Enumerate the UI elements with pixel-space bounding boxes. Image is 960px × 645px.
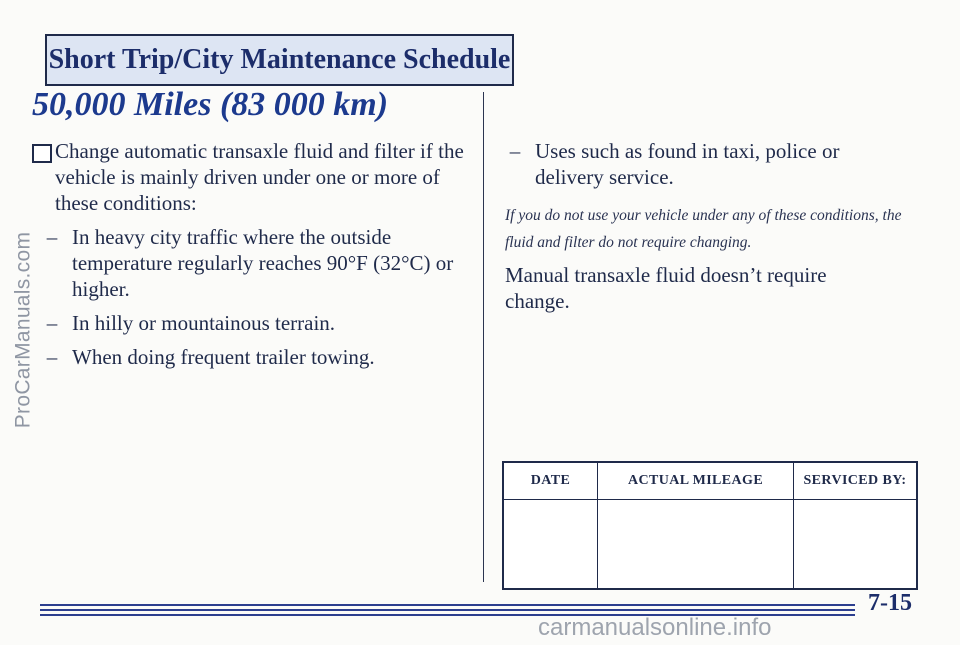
dash-bullet: –: [46, 225, 58, 249]
bottom-watermark: carmanualsonline.info: [538, 614, 772, 641]
service-log-table: [502, 461, 918, 590]
section-title: 50,000 Miles (83 000 km): [32, 86, 389, 123]
schedule-header-title: Short Trip/City Maintenance Schedule: [48, 44, 511, 75]
maintenance-checkbox[interactable]: [32, 144, 52, 163]
dash-bullet: –: [509, 139, 521, 163]
serviced-by-header: SERVICED BY:: [794, 462, 918, 500]
actual-mileage-header: ACTUAL MILEAGE: [598, 462, 794, 500]
dash-bullet: –: [46, 345, 58, 369]
actual-mileage-cell[interactable]: [598, 500, 794, 590]
schedule-header: [45, 34, 514, 86]
condition-item: [32, 224, 472, 302]
service-log-entry-row: [503, 500, 917, 590]
date-cell[interactable]: [503, 500, 598, 590]
footer-rule: [40, 609, 855, 611]
conditions-list: [32, 224, 472, 370]
condition-item: [32, 344, 472, 370]
left-column: [32, 138, 472, 378]
service-log-header-row: [503, 462, 917, 500]
serviced-by-cell[interactable]: [794, 500, 918, 590]
footer-rule: [40, 604, 855, 606]
manual-transaxle-note: Manual transaxle fluid doesn’t require change.: [505, 263, 827, 313]
dash-bullet: –: [46, 311, 58, 335]
side-watermark-text: ProCarManuals.com: [11, 231, 34, 429]
condition-text: Uses such as found in taxi, police or delivery service.: [535, 139, 840, 189]
maintenance-item: [32, 138, 472, 216]
column-divider: [483, 92, 484, 582]
condition-text: In heavy city traffic where the outside temperature regularly reaches 90°F (32°C) or higher.: [72, 225, 454, 301]
maintenance-item-text: Change automatic transaxle fluid and filter if the vehicle is mainly driven under one or more of these conditions:: [55, 139, 464, 215]
condition-text: In hilly or mountainous terrain.: [72, 311, 336, 335]
right-column: [495, 138, 915, 314]
condition-text: When doing frequent trailer towing.: [72, 345, 375, 369]
condition-item: [495, 138, 915, 190]
italic-note: If you do not use your vehicle under any of these conditions, the fluid and filter do not require changing.: [505, 207, 902, 251]
date-header: DATE: [503, 462, 598, 500]
page-number: 7-15: [868, 590, 912, 616]
condition-item: [32, 310, 472, 336]
